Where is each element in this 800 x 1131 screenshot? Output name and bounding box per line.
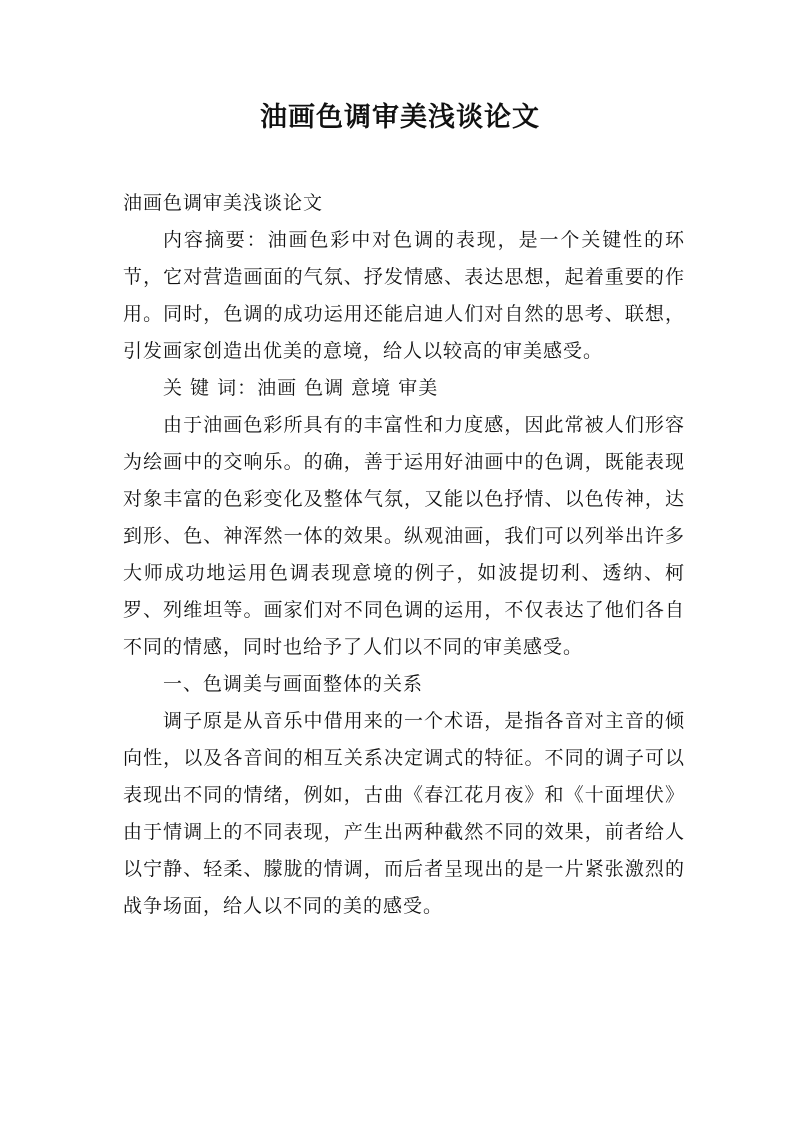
- abstract-paragraph: 内容摘要：油画色彩中对色调的表现，是一个关键性的环节，它对营造画面的气氛、抒发情感、表达思想，起着重要的作用。同时，色调的成功运用还能启迪人们对自然的思考、联想，引发画家创造出优美的意境，给人以较高的审美感受。: [123, 229, 685, 362]
- section-heading: 一、色调美与画面整体的关系: [163, 673, 424, 695]
- document-subtitle: 油画色调审美浅谈论文: [123, 192, 324, 214]
- document-body: [123, 185, 685, 925]
- body-paragraph: 由于油画色彩所具有的丰富性和力度感，因此常被人们形容为绘画中的交响乐。的确，善于运用好油画中的色调，既能表现对象丰富的色彩变化及整体气氛，又能以色抒情、以色传神，达到形、色、神浑然一体的效果。纵观油画，我们可以列举出许多大师成功地运用色调表现意境的例子，如波提切利、透纳、柯罗、列维坦等。画家们对不同色调的运用，不仅表达了他们各自不同的情感，同时也给予了人们以不同的审美感受。: [123, 414, 685, 658]
- keywords-line: 关 键 词：油画 色调 意境 审美: [163, 377, 439, 399]
- document-title: 油画色调审美浅谈论文: [260, 102, 540, 133]
- body-paragraph: 调子原是从音乐中借用来的一个术语，是指各音对主音的倾向性，以及各音间的相互关系决定调式的特征。不同的调子可以表现出不同的情绪，例如，古曲《春江花月夜》和《十面埋伏》由于情调上的不同表现，产生出两种截然不同的效果，前者给人以宁静、轻柔、朦胧的情调，而后者呈现出的是一片紧张激烈的战争场面，给人以不同的美的感受。: [123, 710, 685, 917]
